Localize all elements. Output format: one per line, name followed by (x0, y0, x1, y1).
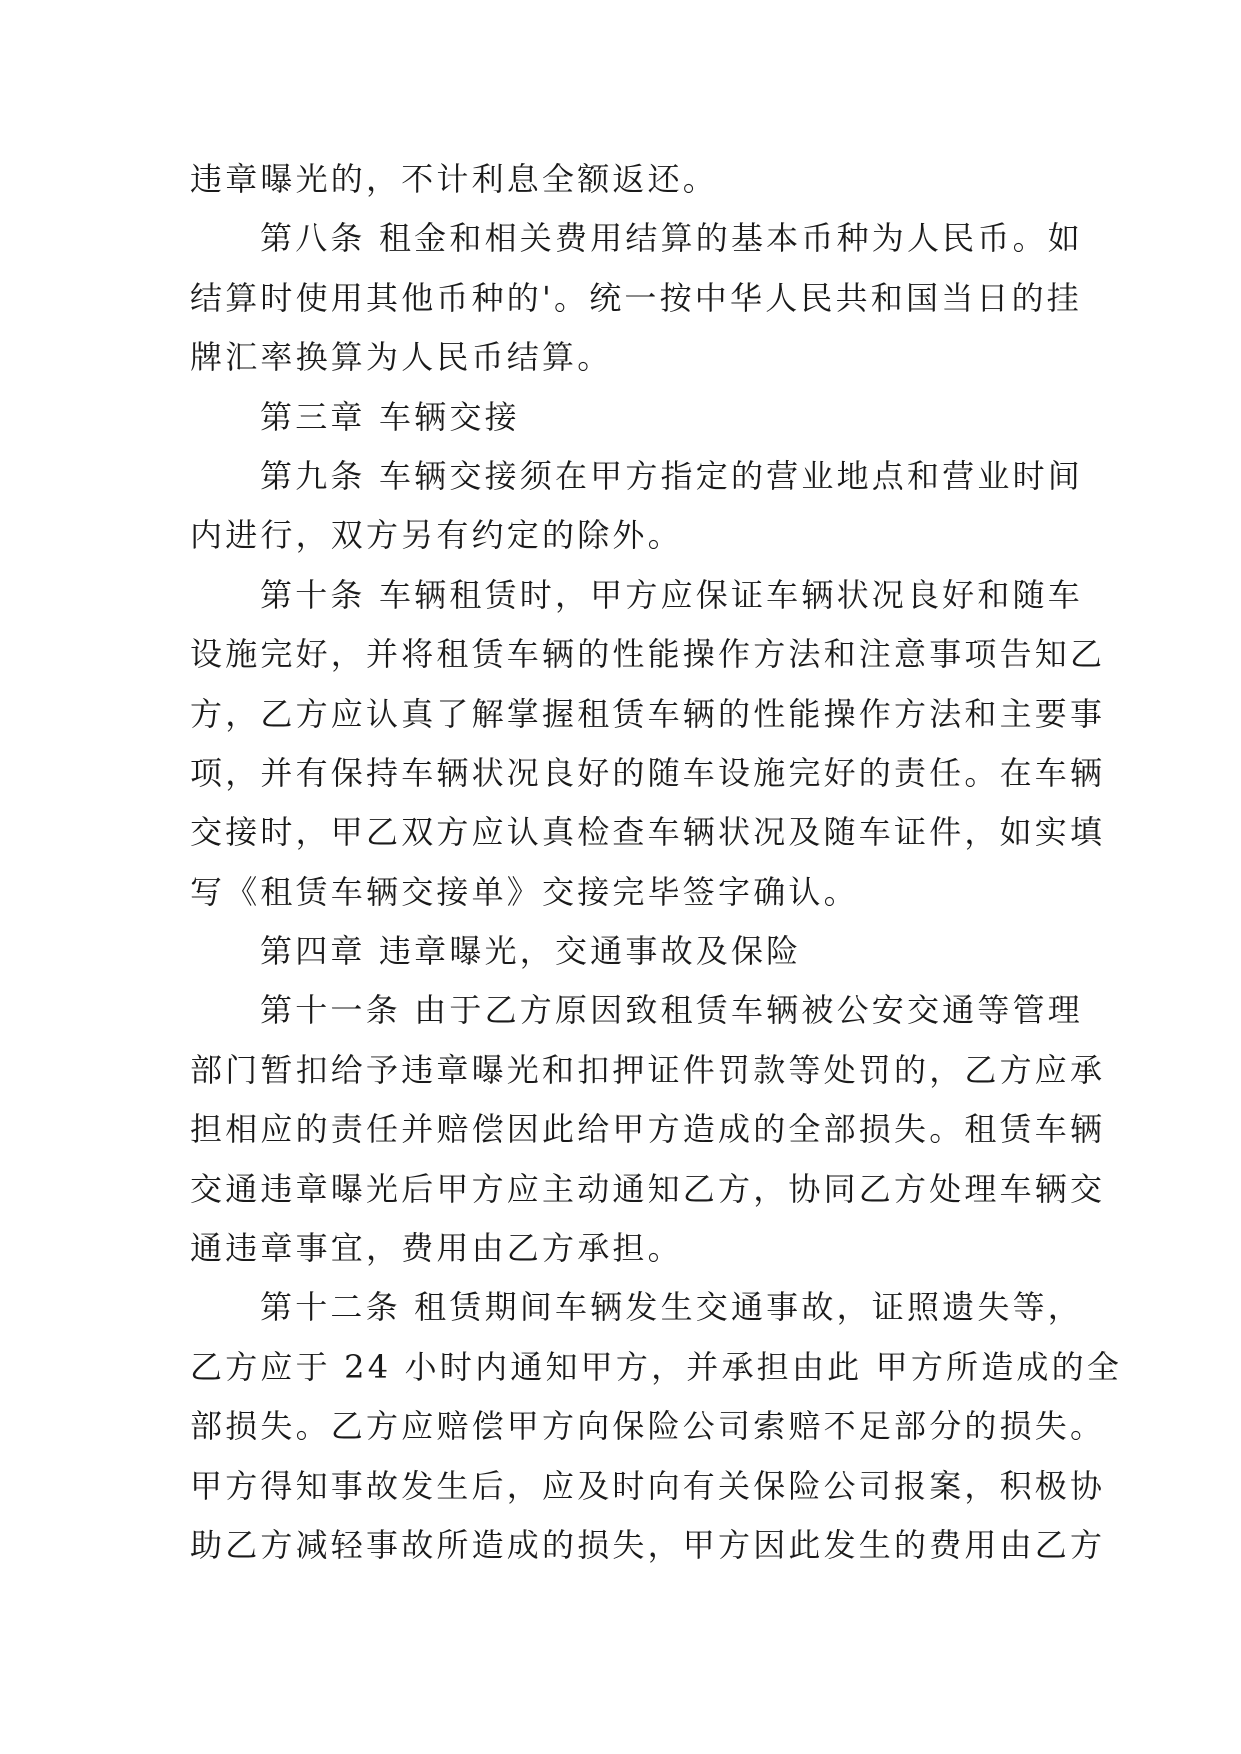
text-line: 第十条 车辆租赁时，甲方应保证车辆状况良好和随车 (260, 575, 1083, 614)
text-line: 设施完好，并将租赁车辆的性能操作方法和注意事项告知乙 (190, 635, 1106, 674)
text-line: 方，乙方应认真了解掌握租赁车辆的性能操作方法和主要事 (190, 694, 1106, 733)
text-line: 内进行，双方另有约定的除外。 (190, 516, 683, 555)
text-line: 担相应的责任并赔偿因此给甲方造成的全部损失。租赁车辆 (190, 1110, 1106, 1149)
chapter-heading: 第四章 违章曝光，交通事故及保险 (260, 932, 802, 971)
text-line: 部损失。乙方应赔偿甲方向保险公司索赔不足部分的损失。 (190, 1407, 1106, 1446)
text-line: 结算时使用其他币种的'。统一按中华人民共和国当日的挂 (190, 278, 1082, 317)
chapter-heading: 第三章 车辆交接 (260, 397, 520, 436)
text-line: 助乙方减轻事故所造成的损失，甲方因此发生的费用由乙方 (190, 1525, 1106, 1564)
text-line: 牌汇率换算为人民币结算。 (190, 338, 613, 377)
text-line: 交通违章曝光后甲方应主动通知乙方，协同乙方处理车辆交 (190, 1169, 1106, 1208)
text-line: 第九条 车辆交接须在甲方指定的营业地点和营业时间 (260, 456, 1083, 495)
text-line: 项，并有保持车辆状况良好的随车设施完好的责任。在车辆 (190, 753, 1106, 792)
text-line: 甲方得知事故发生后，应及时向有关保险公司报案，积极协 (190, 1466, 1106, 1505)
text-line: 部门暂扣给予违章曝光和扣押证件罚款等处罚的，乙方应承 (190, 1050, 1106, 1089)
text-line: 第十一条 由于乙方原因致租赁车辆被公安交通等管理 (260, 991, 1083, 1030)
text-line: 违章曝光的，不计利息全额返还。 (190, 160, 719, 198)
text-line: 乙方应于 24 小时内通知甲方，并承担由此 甲方所造成的全 (190, 1347, 1123, 1386)
text-line: 第十二条 租赁期间车辆发生交通事故，证照遗失等， (260, 1288, 1083, 1327)
document-body (190, 150, 1123, 1575)
text-line: 通违章事宜，费用由乙方承担。 (190, 1229, 683, 1268)
text-line: 交接时，甲乙双方应认真检查车辆状况及随车证件，如实填 (190, 813, 1106, 852)
text-line: 写《租赁车辆交接单》交接完毕签字确认。 (190, 872, 859, 911)
text-line: 第八条 租金和相关费用结算的基本币种为人民币。如 (260, 219, 1083, 258)
